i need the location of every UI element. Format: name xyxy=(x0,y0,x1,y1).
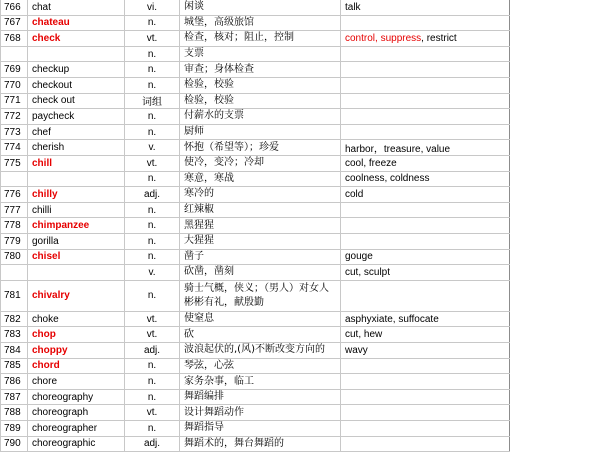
entry-number: 782 xyxy=(0,312,28,327)
headword: choreography xyxy=(28,390,125,405)
synonym-text: cut, sculpt xyxy=(345,266,391,278)
meaning-cell xyxy=(180,234,341,249)
entry-number: 767 xyxy=(0,16,28,31)
meaning-cell xyxy=(180,437,341,452)
entry-number: 777 xyxy=(0,203,28,218)
meaning-line: 使冷，变冷；冷却 xyxy=(184,157,264,169)
synonyms-cell xyxy=(341,343,510,358)
table-row xyxy=(0,343,510,359)
headword: check xyxy=(28,31,125,46)
entry-number: 773 xyxy=(0,125,28,140)
headword: chilly xyxy=(28,187,125,202)
headword: cherish xyxy=(28,140,125,155)
synonyms-cell xyxy=(341,421,510,436)
part-of-speech: n. xyxy=(125,172,180,187)
meaning-line: 琴弦，心弦 xyxy=(184,359,234,371)
meaning-line: 砍凿，凿刻 xyxy=(184,266,234,278)
meaning-line: 大猩猩 xyxy=(184,235,214,247)
table-row xyxy=(0,234,510,250)
entry-number xyxy=(0,47,28,62)
table-row xyxy=(0,265,510,281)
part-of-speech: n. xyxy=(125,234,180,249)
meaning-cell xyxy=(180,16,341,31)
meaning-line: 闲谈 xyxy=(184,1,204,13)
synonyms-cell xyxy=(341,78,510,93)
meaning-cell xyxy=(180,125,341,140)
meaning-cell xyxy=(180,0,341,15)
meaning-line: 寒冷的 xyxy=(184,188,214,200)
table-row xyxy=(0,327,510,343)
entry-number: 780 xyxy=(0,250,28,265)
entry-number: 775 xyxy=(0,156,28,171)
table-row xyxy=(0,390,510,406)
table-row xyxy=(0,140,510,156)
synonym-text: talk xyxy=(345,1,361,13)
meaning-line: 设计舞蹈动作 xyxy=(184,406,244,418)
meaning-cell xyxy=(180,421,341,436)
entry-number: 788 xyxy=(0,405,28,420)
meaning-line: 舞蹈指导 xyxy=(184,422,224,434)
synonyms-cell xyxy=(341,172,510,187)
entry-number xyxy=(0,265,28,280)
synonyms-cell xyxy=(341,359,510,374)
meaning-cell xyxy=(180,140,341,155)
headword: choreographer xyxy=(28,421,125,436)
synonym-text: , restrict xyxy=(421,32,457,44)
meaning-line: 家务杂事，临工 xyxy=(184,375,254,387)
synonyms-cell xyxy=(341,16,510,31)
synonyms-cell xyxy=(341,109,510,124)
synonyms-cell xyxy=(341,31,510,46)
meaning-line: 支票 xyxy=(184,48,204,60)
part-of-speech: vi. xyxy=(125,0,180,15)
synonyms-cell xyxy=(341,390,510,405)
part-of-speech: vt. xyxy=(125,312,180,327)
meaning-line: 检验，校验 xyxy=(184,79,234,91)
headword xyxy=(28,47,125,62)
synonyms-cell xyxy=(341,125,510,140)
entry-number: 787 xyxy=(0,390,28,405)
synonyms-cell xyxy=(341,156,510,171)
headword: chat xyxy=(28,0,125,15)
part-of-speech: vt. xyxy=(125,31,180,46)
headword xyxy=(28,265,125,280)
headword: chill xyxy=(28,156,125,171)
headword: choke xyxy=(28,312,125,327)
meaning-cell xyxy=(180,109,341,124)
meaning-line: 凿子 xyxy=(184,250,204,262)
synonyms-cell xyxy=(341,265,510,280)
table-row xyxy=(0,78,510,94)
meaning-line: 彬彬有礼，献殷勤 xyxy=(184,296,264,308)
entry-number: 768 xyxy=(0,31,28,46)
table-row xyxy=(0,405,510,421)
headword: chef xyxy=(28,125,125,140)
part-of-speech: n. xyxy=(125,359,180,374)
part-of-speech: adj. xyxy=(125,437,180,452)
meaning-line: 红辣椒 xyxy=(184,204,214,216)
meaning-line: 舞蹈编排 xyxy=(184,391,224,403)
synonym-text: coolness, coldness xyxy=(345,173,430,185)
meaning-cell xyxy=(180,187,341,202)
entry-number: 774 xyxy=(0,140,28,155)
table-row xyxy=(0,47,510,63)
headword xyxy=(28,172,125,187)
part-of-speech: n. xyxy=(125,16,180,31)
entry-number: 772 xyxy=(0,109,28,124)
entry-number: 786 xyxy=(0,374,28,389)
synonyms-cell xyxy=(341,281,510,311)
part-of-speech: n. xyxy=(125,47,180,62)
headword: choreograph xyxy=(28,405,125,420)
headword: paycheck xyxy=(28,109,125,124)
synonyms-cell xyxy=(341,62,510,77)
synonyms-cell xyxy=(341,187,510,202)
table-row xyxy=(0,437,510,453)
synonyms-cell xyxy=(341,0,510,15)
synonyms-cell xyxy=(341,374,510,389)
table-row xyxy=(0,125,510,141)
meaning-line: 城堡，高级旅馆 xyxy=(184,16,254,28)
headword: chop xyxy=(28,327,125,342)
part-of-speech: 词组 xyxy=(125,94,180,109)
synonym-text: cut, hew xyxy=(345,329,383,341)
meaning-line: 怀抱（希望等）；珍爱 xyxy=(184,141,279,153)
table-row xyxy=(0,94,510,110)
meaning-line: 使窒息 xyxy=(184,313,214,325)
meaning-line: 波浪起伏的,(风)不断改变方向的 xyxy=(184,344,325,356)
meaning-cell xyxy=(180,78,341,93)
entry-number: 769 xyxy=(0,62,28,77)
entry-number: 784 xyxy=(0,343,28,358)
table-row xyxy=(0,359,510,375)
part-of-speech: n. xyxy=(125,78,180,93)
part-of-speech: n. xyxy=(125,218,180,233)
headword: gorilla xyxy=(28,234,125,249)
entry-number: 789 xyxy=(0,421,28,436)
table-row xyxy=(0,203,510,219)
table-row xyxy=(0,218,510,234)
meaning-cell xyxy=(180,47,341,62)
synonyms-cell xyxy=(341,47,510,62)
table-row xyxy=(0,156,510,172)
meaning-line: 付薪水的支票 xyxy=(184,110,244,122)
meaning-line: 砍 xyxy=(184,328,194,340)
part-of-speech: vt. xyxy=(125,405,180,420)
synonyms-cell xyxy=(341,437,510,452)
headword: chore xyxy=(28,374,125,389)
synonyms-cell xyxy=(341,234,510,249)
headword: chilli xyxy=(28,203,125,218)
meaning-cell xyxy=(180,281,341,311)
entry-number: 778 xyxy=(0,218,28,233)
meaning-cell xyxy=(180,203,341,218)
table-row xyxy=(0,62,510,78)
table-row xyxy=(0,421,510,437)
synonyms-cell xyxy=(341,94,510,109)
headword: checkout xyxy=(28,78,125,93)
meaning-cell xyxy=(180,62,341,77)
meaning-cell xyxy=(180,172,341,187)
part-of-speech: adj. xyxy=(125,343,180,358)
synonyms-cell xyxy=(341,140,510,155)
entry-number xyxy=(0,172,28,187)
meaning-cell xyxy=(180,31,341,46)
part-of-speech: vt. xyxy=(125,156,180,171)
headword: choppy xyxy=(28,343,125,358)
meaning-line: 骑士气概，侠义；（男人）对女人 xyxy=(184,282,329,294)
headword: check out xyxy=(28,94,125,109)
meaning-line: 黑猩猩 xyxy=(184,219,214,231)
entry-number: 770 xyxy=(0,78,28,93)
meaning-cell xyxy=(180,327,341,342)
table-row xyxy=(0,0,510,16)
meaning-cell xyxy=(180,374,341,389)
part-of-speech: vt. xyxy=(125,327,180,342)
entry-number: 790 xyxy=(0,437,28,452)
meaning-cell xyxy=(180,312,341,327)
headword: checkup xyxy=(28,62,125,77)
synonyms-cell xyxy=(341,405,510,420)
table-row xyxy=(0,109,510,125)
part-of-speech: n. xyxy=(125,62,180,77)
meaning-line: 舞蹈术的，舞台舞蹈的 xyxy=(184,437,284,449)
meaning-line: 审查；身体检查 xyxy=(184,63,254,75)
headword: chord xyxy=(28,359,125,374)
headword: chivalry xyxy=(28,281,125,311)
table-row xyxy=(0,16,510,32)
table-row xyxy=(0,187,510,203)
entry-number: 785 xyxy=(0,359,28,374)
meaning-cell xyxy=(180,94,341,109)
entry-number: 779 xyxy=(0,234,28,249)
part-of-speech: n. xyxy=(125,374,180,389)
entry-number: 766 xyxy=(0,0,28,15)
meaning-cell xyxy=(180,359,341,374)
synonyms-cell xyxy=(341,218,510,233)
synonym-text: wavy xyxy=(345,344,368,356)
synonyms-cell xyxy=(341,250,510,265)
table-row xyxy=(0,281,510,312)
synonyms-cell xyxy=(341,203,510,218)
synonym-text: cool, freeze xyxy=(345,157,397,169)
headword: chisel xyxy=(28,250,125,265)
headword: chateau xyxy=(28,16,125,31)
part-of-speech: n. xyxy=(125,390,180,405)
meaning-cell xyxy=(180,156,341,171)
meaning-cell xyxy=(180,405,341,420)
synonym-text: control, suppress xyxy=(345,32,422,44)
part-of-speech: v. xyxy=(125,140,180,155)
part-of-speech: v. xyxy=(125,265,180,280)
meaning-cell xyxy=(180,390,341,405)
meaning-line: 检验，校验 xyxy=(184,94,234,106)
entry-number: 771 xyxy=(0,94,28,109)
table-row xyxy=(0,250,510,266)
entry-number: 783 xyxy=(0,327,28,342)
synonyms-cell xyxy=(341,327,510,342)
part-of-speech: adj. xyxy=(125,187,180,202)
meaning-cell xyxy=(180,265,341,280)
headword: chimpanzee xyxy=(28,218,125,233)
table-row xyxy=(0,31,510,47)
synonyms-cell xyxy=(341,312,510,327)
meaning-cell xyxy=(180,343,341,358)
meaning-cell xyxy=(180,218,341,233)
part-of-speech: n. xyxy=(125,203,180,218)
entry-number: 781 xyxy=(0,281,28,311)
table-row xyxy=(0,374,510,390)
meaning-cell xyxy=(180,250,341,265)
synonym-text: cold xyxy=(345,188,364,200)
meaning-line: 寒意，寒战 xyxy=(184,172,234,184)
part-of-speech: n. xyxy=(125,281,180,311)
synonym-text: gouge xyxy=(345,251,373,263)
synonym-text: asphyxiate, suffocate xyxy=(345,313,439,325)
part-of-speech: n. xyxy=(125,125,180,140)
meaning-line: 厨师 xyxy=(184,126,204,138)
part-of-speech: n. xyxy=(125,109,180,124)
table-row xyxy=(0,172,510,188)
part-of-speech: n. xyxy=(125,421,180,436)
entry-number: 776 xyxy=(0,187,28,202)
headword: choreographic xyxy=(28,437,125,452)
part-of-speech: n. xyxy=(125,250,180,265)
synonym-text: harbor，treasure, value xyxy=(345,144,451,155)
table-row xyxy=(0,312,510,328)
meaning-line: 检查，核对；阻止，控制 xyxy=(184,32,294,44)
